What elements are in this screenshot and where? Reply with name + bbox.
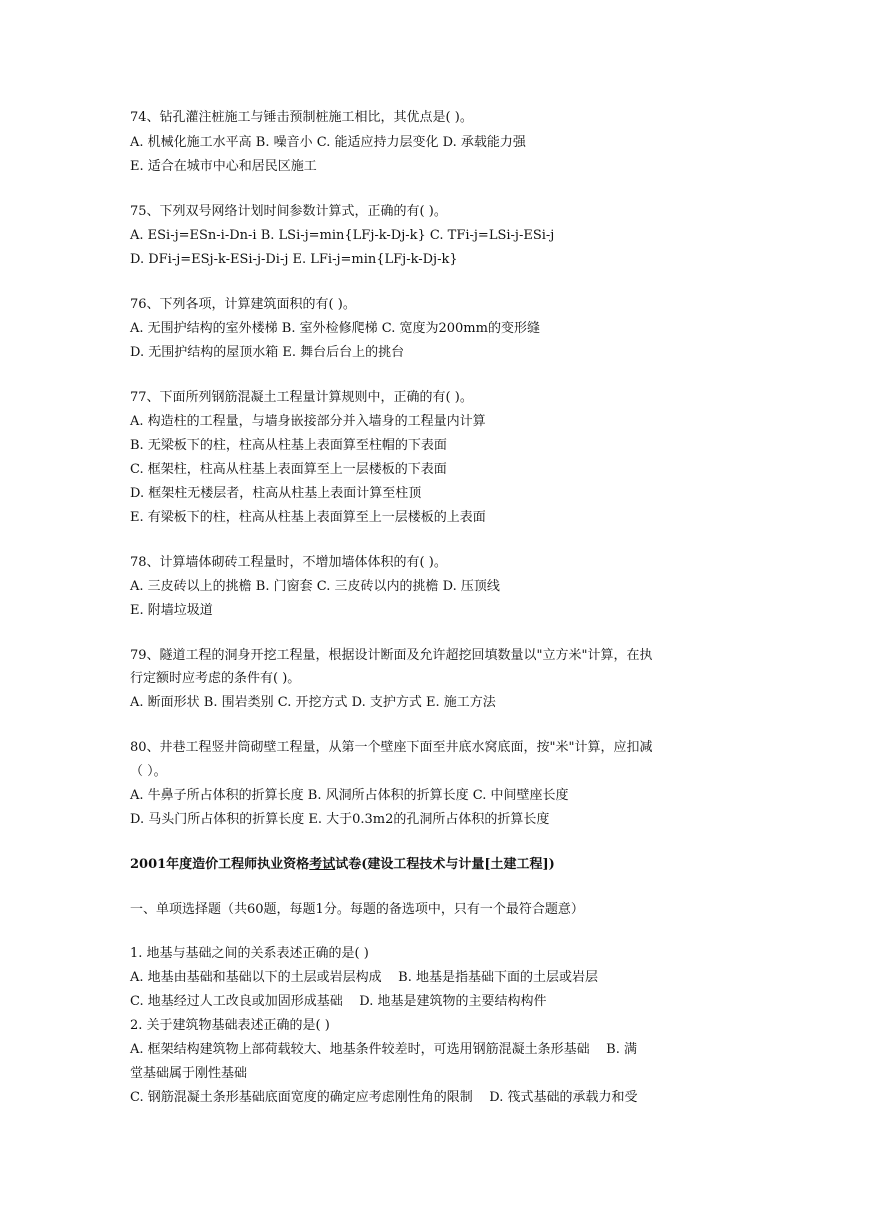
q77-option-a: A. 构造柱的工程量，与墙身嵌接部分并入墙身的工程量内计算	[130, 414, 486, 429]
q80-stem-line-2: （ ）。	[130, 764, 167, 779]
q80-options-1: A. 牛鼻子所占体积的折算长度 B. 风洞所占体积的折算长度 C. 中间壁座长度	[130, 788, 569, 803]
q74-stem: 74、钻孔灌注桩施工与锤击预制桩施工相比，其优点是( )。	[130, 110, 473, 125]
q76-stem: 76、下列各项，计算建筑面积的有( )。	[130, 297, 356, 312]
s2-options-3: C. 钢筋混凝土条形基础底面宽度的确定应考虑刚性角的限制 D. 筏式基础的承载力和受	[130, 1090, 638, 1105]
q77-option-d: D. 框架柱无楼层者，柱高从柱基上表面计算至柱顶	[130, 486, 422, 501]
q74-options-2: E. 适合在城市中心和居民区施工	[130, 159, 317, 174]
q78-options-2: E. 附墙垃圾道	[130, 603, 213, 618]
s1-options-2: C. 地基经过人工改良或加固形成基础 D. 地基是建筑物的主要结构构件	[130, 994, 547, 1009]
s1-options-1: A. 地基由基础和基础以下的土层或岩层构成 B. 地基是指基础下面的土层或岩层	[130, 970, 599, 985]
q76-options-1: A. 无围护结构的室外楼梯 B. 室外检修爬梯 C. 宽度为200mm的变形缝	[130, 321, 540, 336]
s2-options-1: A. 框架结构建筑物上部荷载较大、地基条件较差时，可选用钢筋混凝土条形基础 B. 满	[130, 1042, 638, 1057]
q74-options-1: A. 机械化施工水平高 B. 噪音小 C. 能适应持力层变化 D. 承载能力强	[130, 135, 526, 150]
q78-options-1: A. 三皮砖以上的挑檐 B. 门窗套 C. 三皮砖以内的挑檐 D. 压顶线	[130, 579, 500, 594]
exam-title-underlined: 考试	[309, 857, 336, 872]
s2-options-2: 堂基础属于刚性基础	[130, 1066, 248, 1081]
s2-stem: 2. 关于建筑物基础表述正确的是( )	[130, 1018, 330, 1033]
q75-stem: 75、下列双号网络计划时间参数计算式，正确的有( )。	[130, 204, 447, 219]
q77-option-c: C. 框架柱，柱高从柱基上表面算至上一层楼板的下表面	[130, 462, 447, 477]
q77-option-e: E. 有梁板下的柱，柱高从柱基上表面算至上一层楼板的上表面	[130, 510, 486, 525]
section-header: 一、单项选择题（共60题，每题1分。每题的备选项中，只有一个最符合题意）	[130, 902, 584, 917]
q78-stem: 78、计算墙体砌砖工程量时，不增加墙体体积的有( )。	[130, 555, 447, 570]
q75-options-1: A. ESi-j=ESn-i-Dn-i B. LSi-j=min{LFj-k-Dj-k} C. TFi-j=LSi-j-ESi-j	[130, 228, 555, 243]
q79-options: A. 断面形状 B. 围岩类别 C. 开挖方式 D. 支护方式 E. 施工方法	[130, 695, 496, 710]
q79-stem-line-2: 行定额时应考虑的条件有( )。	[130, 671, 301, 686]
exam-title-part-2: 试卷(建设工程技术与计量[土建工程])	[335, 857, 555, 872]
q80-stem-line-1: 80、井巷工程竖井筒砌壁工程量，从第一个壁座下面至井底水窝底面，按"米"计算，应扣减	[130, 740, 653, 755]
q76-options-2: D. 无围护结构的屋顶水箱 E. 舞台后台上的挑台	[130, 345, 405, 360]
q79-stem-line-1: 79、隧道工程的洞身开挖工程量，根据设计断面及允许超挖回填数量以"立方米"计算，在执	[130, 648, 653, 663]
q77-option-b: B. 无梁板下的柱，柱高从柱基上表面算至柱帽的下表面	[130, 438, 447, 453]
exam-title-part-1: 2001年度造价工程师执业资格	[130, 857, 310, 872]
exam-title	[130, 857, 555, 873]
q80-options-2: D. 马头门所占体积的折算长度 E. 大于0.3m2的孔洞所占体积的折算长度	[130, 812, 550, 827]
q75-options-2: D. DFi-j=ESj-k-ESi-j-Di-j E. LFi-j=min{LFj-k-Dj-k}	[130, 252, 458, 267]
s1-stem: 1. 地基与基础之间的关系表述正确的是( )	[130, 946, 369, 961]
q77-stem: 77、下面所列钢筋混凝土工程量计算规则中，正确的有( )。	[130, 390, 473, 405]
